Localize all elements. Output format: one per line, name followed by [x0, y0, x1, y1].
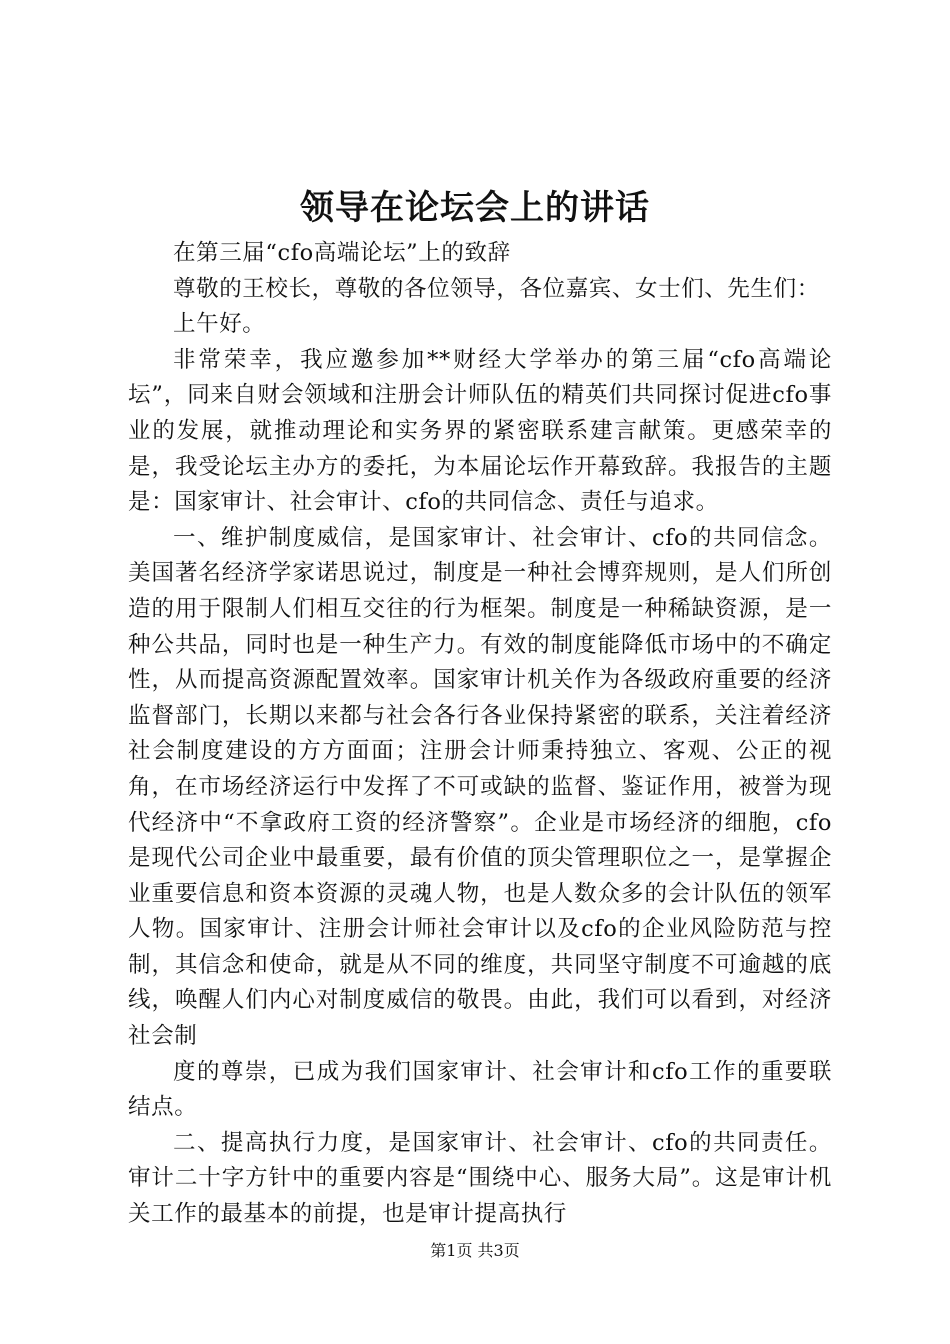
paragraph-salutation: 尊敬的王校长，尊敬的各位领导，各位嘉宾、女士们、先生们：: [173, 275, 820, 302]
paragraph-greeting: 上午好。: [173, 311, 266, 338]
paragraph-section-one-cont: 度的尊崇，已成为我们国家审计、社会审计和cfo工作的重要联结点。: [128, 1058, 832, 1121]
paragraph-section-one: 一、维护制度威信，是国家审计、社会审计、cfo的共同信念。美国著名经济学家诺思说过，制度是一种社会博弈规则，是人们所创造的用于限制人们相互交往的行为框架。制度是一种稀缺资源，是一种公共品，同时也是一种生产力。有效的制度能降低市场中的不确定性，从而提高资源配置效率。国家审计机关作为各级政府重要的经济监督部门，长期以来都与社会各行各业保持紧密的联系，关注着经济社会制度建设的方方面面；注册会计师秉持独立、客观、公正的视角，在市场经济运行中发挥了不可或缺的监督、鉴证作用，被誉为现代经济中“不拿政府工资的经济警察”。企业是市场经济的细胞，cfo是现代公司企业中最重要，最有价值的顶尖管理职位之一，是掌握企业重要信息和资本资源的灵魂人物，也是人数众多的会计队伍的领军人物。国家审计、注册会计师社会审计以及cfo的企业风险防范与控制，其信念和使命，就是从不同的维度，共同坚守制度不可逾越的底线，唤醒人们内心对制度威信的敬畏。由此，我们可以看到，对经济社会制: [128, 524, 832, 1050]
paragraph-subtitle: 在第三届“cfo高端论坛”上的致辞: [173, 240, 511, 266]
document-body: [128, 236, 832, 1233]
page-footer: 第1页 共3页: [430, 1241, 520, 1260]
paragraph-section-two: 二、提高执行力度，是国家审计、社会审计、cfo的共同责任。审计二十字方针中的重要内容是“围绕中心、服务大局”。这是审计机关工作的最基本的前提，也是审计提高执行: [128, 1129, 832, 1228]
paragraph-intro: 非常荣幸，我应邀参加**财经大学举办的第三届“cfo高端论坛”，同来自财会领域和注册会计师队伍的精英们共同探讨促进cfo事业的发展，就推动理论和实务界的紧密联系建言献策。更感荣幸的是，我受论坛主办方的委托，为本届论坛作开幕致辞。我报告的主题是：国家审计、社会审计、cfo的共同信念、责任与追求。: [128, 346, 832, 516]
document-title: 领导在论坛会上的讲话: [300, 188, 650, 228]
